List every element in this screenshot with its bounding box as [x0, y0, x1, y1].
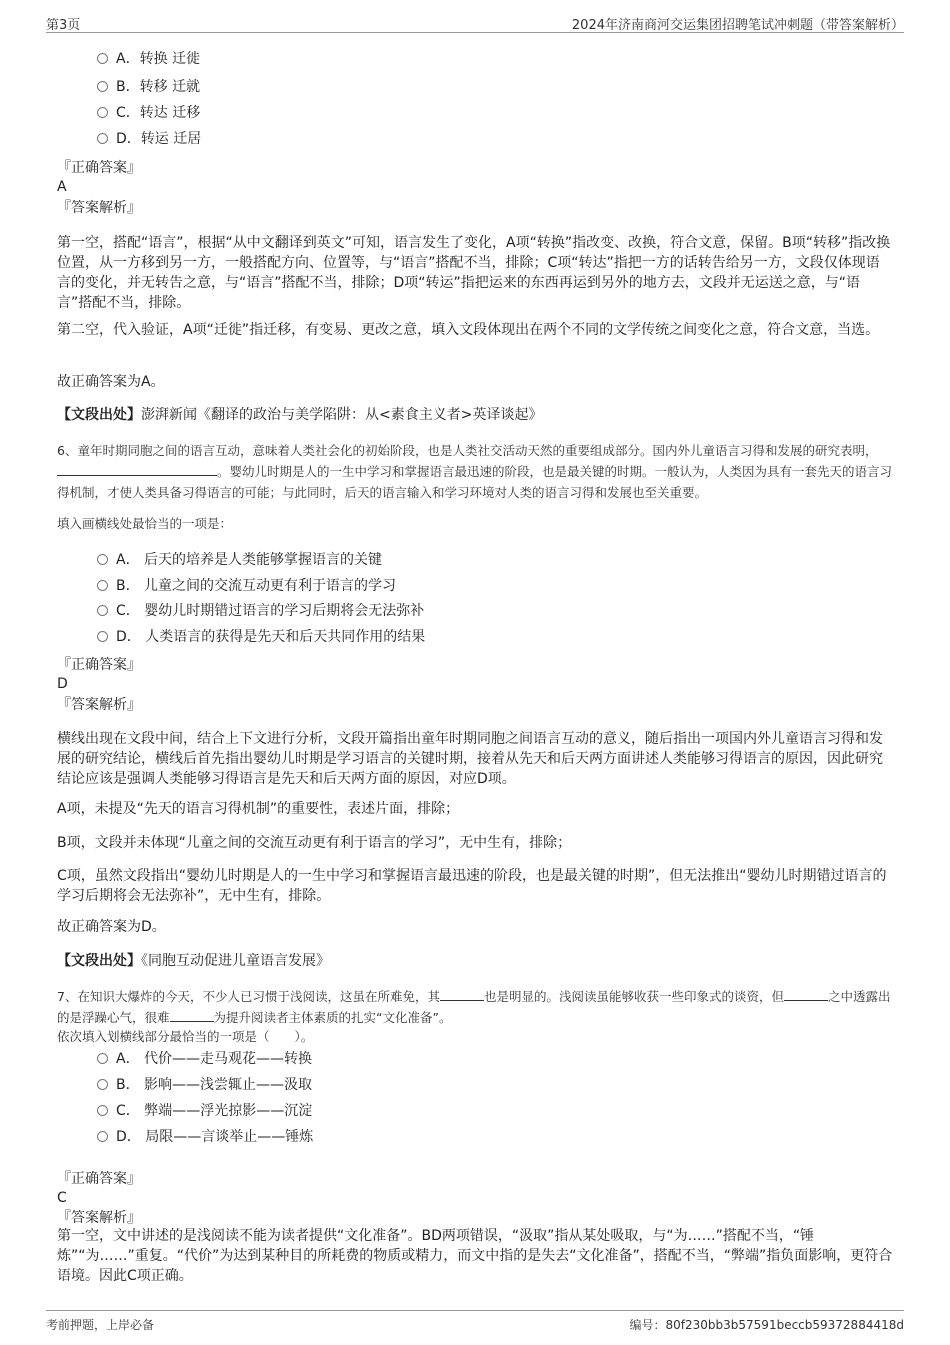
radio-icon[interactable]: [97, 631, 108, 642]
q5-option-c[interactable]: C．转达 迁移: [97, 102, 200, 124]
q6-option-b[interactable]: B． 儿童之间的交流互动更有利于语言的学习: [97, 575, 396, 597]
q7-option-d[interactable]: D． 局限——言谈举止——锤炼: [97, 1126, 313, 1148]
q7-analysis-p1: 第一空，文中讲述的是浅阅读不能为读者提供“文化准备”。BD两项错误，“汲取”指从某处吸取，与“为……”搭配不当，“锤炼”“为……”重复。“代价”为达到某种目的所耗费的物质或精力，而文中指的是失去“文化准备”，搭配不当，“弊端”指负面影响，更符合语境。因此C项正确。: [57, 1228, 893, 1284]
q5-analysis-label: 『答案解析』: [57, 200, 141, 216]
q5-analysis-p3: 故正确答案为A。: [57, 374, 165, 390]
q6-source: 【文段出处】《同胞互动促进儿童语言发展》: [57, 953, 330, 969]
footer-slogan: 考前押题，上岸必备: [46, 1318, 155, 1332]
q6-analysis-p1: 横线出现在文段中间，结合上下文进行分析，文段开篇指出童年时期同胞之间语言互动的意义，随后指出一项国内外儿童语言习得和发展的研究结论，横线后首先指出婴幼儿时期是学习语言的关键时期，接着从先天和后天两方面讲述人类能够习得语言的原因，因此研究结论应该是强调人类能够习得语言是先天和后天两方面的原因，对应D项。: [57, 731, 883, 787]
radio-icon[interactable]: [97, 580, 108, 591]
q7-prompt: 依次填入划横线部分最恰当的一项是（ ）。: [57, 1029, 314, 1044]
radio-icon[interactable]: [97, 107, 108, 118]
q6-analysis-p5: 故正确答案为D。: [57, 919, 166, 935]
q5-analysis-p2: 第二空，代入验证，A项“迁徙”指迁移，有变易、更改之意，填入文段体现出在两个不同的文学传统之间变化之意，符合文意，当选。: [57, 322, 880, 338]
radio-icon[interactable]: [97, 554, 108, 565]
q5-option-b[interactable]: B．转移 迁就: [97, 76, 200, 98]
q6-analysis-p3: B项，文段并未体现“儿童之间的交流互动更有利于语言的学习”，无中生有，排除；: [57, 835, 572, 851]
q6-option-d[interactable]: D． 人类语言的获得是先天和后天共同作用的结果: [97, 626, 425, 648]
radio-icon[interactable]: [97, 53, 108, 64]
radio-icon[interactable]: [97, 605, 108, 616]
q6-analysis-p4: C项，虽然文段指出“婴幼儿时期是人的一生中学习和掌握语言最迅速的阶段，也是最关键的时期”，但无法推出“婴幼儿时期错过语言的学习后期将会无法弥补”，无中生有，排除。: [57, 868, 887, 904]
document-title: 2024年济南商河交运集团招聘笔试冲刺题（带答案解析）: [571, 18, 904, 33]
q5-option-a[interactable]: A．转换 迁徙: [97, 48, 200, 70]
q7-option-a[interactable]: A． 代价——走马观花——转换: [97, 1048, 312, 1070]
document-code: 编号：80f230bb3b57591beccb59372884418d: [629, 1318, 904, 1332]
q7-option-c[interactable]: C． 弊端——浮光掠影——沉淀: [97, 1100, 312, 1122]
q7-blank-2: [784, 987, 828, 1001]
page-footer: [46, 1310, 904, 1339]
q5-answer-label: 『正确答案』: [57, 160, 141, 176]
q5-analysis-p1: 第一空，搭配“语言”，根据“从中文翻译到英文”可知，语言发生了变化，A项“转换”指改变、改换，符合文意，保留。B项“转移”指改换位置，从一方移到另一方，一般搭配方向、位置等，与“语言”搭配不当，排除；C项“转达”指把一方的话转告给另一方，文段仅体现语言的变化，并无转告之意，与“语言”搭配不当，排除；D项“转运”指把运来的东西再运到另外的地方去，文段并无运送之意，与“语言”搭配不当，排除。: [57, 235, 891, 311]
radio-icon[interactable]: [97, 1053, 108, 1064]
q5-option-d[interactable]: D．转运 迁居: [97, 128, 201, 150]
q6-option-a[interactable]: A． 后天的培养是人类能够掌握语言的关键: [97, 549, 382, 571]
q7-answer-label: 『正确答案』: [57, 1171, 141, 1187]
q6-analysis-p2: A项，未提及“先天的语言习得机制”的重要性，表述片面，排除；: [57, 801, 460, 817]
radio-icon[interactable]: [97, 1131, 108, 1142]
q6-answer: D: [57, 676, 68, 692]
radio-icon[interactable]: [97, 1105, 108, 1116]
q7-blank-1: [440, 987, 484, 1001]
q7-stem: 7、在知识大爆炸的今天，不少人已习惯于浅阅读，这虽在所难免，其 也是明显的。浅阅读虽能够收获一些印象式的谈资，但 之中透露出的是浮躁心气，很难 为提升阅读者主体素质的扎实“文化准备”。: [57, 989, 891, 1025]
q6-blank: [57, 462, 217, 476]
q6-answer-label: 『正确答案』: [57, 657, 141, 673]
page-number: 第3页: [46, 18, 81, 33]
radio-icon[interactable]: [97, 1079, 108, 1090]
q7-option-b[interactable]: B． 影响——浅尝辄止——汲取: [97, 1074, 312, 1096]
q5-source: 【文段出处】澎湃新闻《翻译的政治与美学陷阱：从<素食主义者>英译谈起》: [57, 407, 543, 423]
q7-analysis-label: 『答案解析』: [57, 1210, 141, 1226]
q5-answer: A: [57, 179, 67, 195]
q6-analysis-label: 『答案解析』: [57, 697, 141, 713]
radio-icon[interactable]: [97, 133, 108, 144]
q6-prompt: 填入画横线处最恰当的一项是：: [57, 516, 233, 531]
q7-blank-3: [170, 1008, 214, 1022]
q6-option-c[interactable]: C． 婴幼儿时期错过语言的学习后期将会无法弥补: [97, 600, 424, 622]
q6-stem: 6、童年时期同胞之间的语言互动，意味着人类社会化的初始阶段，也是人类社交活动天然的重要组成部分。国内外儿童语言习得和发展的研究表明，。婴幼儿时期是人的一生中学习和掌握语言最迅速的阶段，也是最关键的时期。一般认为，人类因为具有一套先天的语言习得机制，才使人类具备习得语言的可能；与此同时，后天的语言输入和学习环境对人类的语言习得和发展也至关重要。: [57, 443, 893, 500]
radio-icon[interactable]: [97, 81, 108, 92]
page-header: [46, 12, 904, 33]
q7-answer: C: [57, 1190, 67, 1206]
